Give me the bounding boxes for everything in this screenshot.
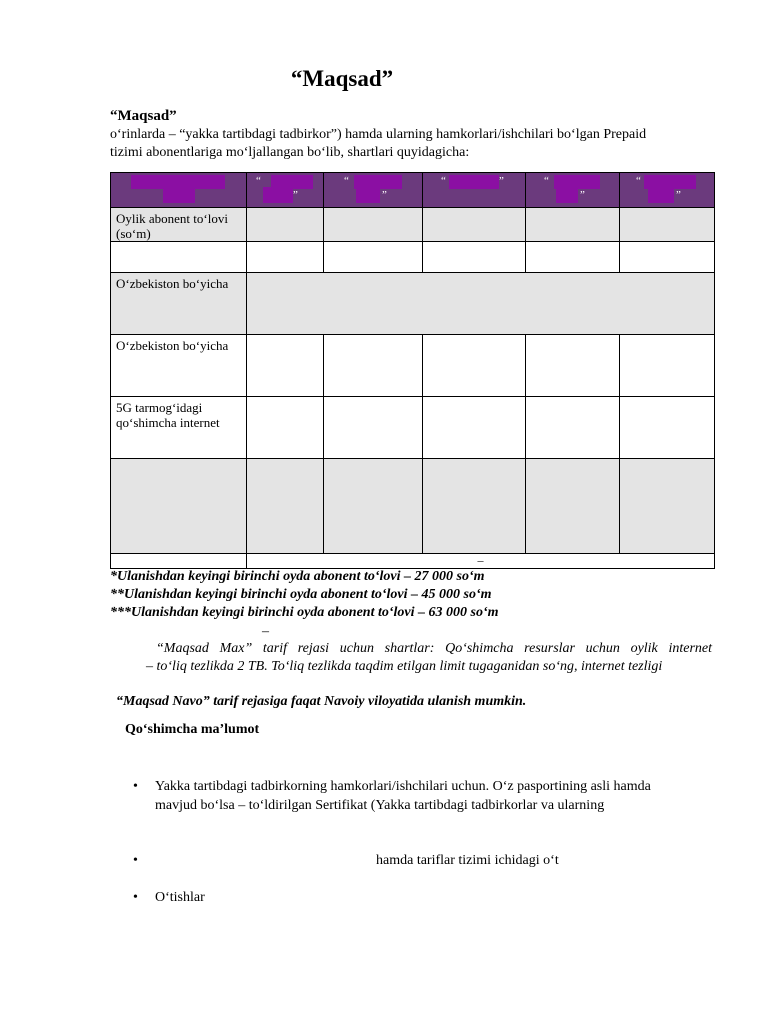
bullet-text <box>155 777 651 815</box>
table-row-last <box>111 554 715 569</box>
table-cell <box>526 459 620 554</box>
table-cell <box>526 335 620 397</box>
header-cell-tariff-1 <box>247 173 324 208</box>
open-quote: “ <box>256 175 261 187</box>
table-row-5g <box>111 397 715 459</box>
bullet-3-text: O‘tishlar <box>155 890 205 905</box>
navo-note: “Maqsad Navo” tarif rejasiga faqat Navoiy viloyatida ulanish mumkin. <box>116 694 527 709</box>
table-cell <box>526 208 620 242</box>
table-cell <box>324 208 423 242</box>
table-cell <box>247 208 324 242</box>
table-row-gray <box>111 459 715 554</box>
bullet-item <box>133 851 713 871</box>
subheading: “Maqsad” <box>110 108 177 124</box>
max-conditions-line-1: “Maqsad Max” tarif rejasi uchun shartlar: Qo‘shimcha resurslar uchun oylik internet <box>156 641 712 656</box>
row-label-text: O‘zbekiston bo‘yicha <box>116 276 229 291</box>
table-cell <box>423 335 526 397</box>
table-row-uzbekistan-1 <box>111 273 715 335</box>
header-cell-tariff-5 <box>620 173 715 208</box>
intro-line-1: o‘rinlarda – “yakka tartibdagi tadbirkor”) hamda ularning hamkorlari/ishchilari bo‘lgan Prepaid <box>110 127 647 142</box>
bullet-icon: • <box>133 890 138 905</box>
table-header-row <box>111 173 715 208</box>
table-cell <box>526 242 620 273</box>
footnote-2: **Ulanishdan keyingi birinchi oyda abonent to‘lovi – 45 000 so‘m <box>110 587 492 602</box>
row-label <box>111 273 247 335</box>
open-quote: “ <box>441 175 446 187</box>
open-quote: “ <box>344 175 349 187</box>
table-row-uzbekistan-2 <box>111 335 715 397</box>
table-cell <box>423 208 526 242</box>
close-quote: ” <box>293 189 298 201</box>
row-label <box>111 208 247 242</box>
close-quote: ” <box>382 189 387 201</box>
table-cell <box>247 459 324 554</box>
table-cell <box>111 459 247 554</box>
page-title: “Maqsad” <box>290 66 394 91</box>
max-conditions <box>146 640 712 676</box>
row-label <box>111 397 247 459</box>
table-cell <box>620 459 715 554</box>
intro-line-2: tizimi abonentlariga mo‘ljallangan bo‘lib, shartlari quyidagicha: <box>110 145 470 160</box>
open-quote: “ <box>544 175 549 187</box>
row-label <box>111 335 247 397</box>
footnote-3: ***Ulanishdan keyingi birinchi oyda abonent to‘lovi – 63 000 so‘m <box>110 605 499 620</box>
bullet-item <box>133 888 713 908</box>
redacted-block <box>449 175 499 189</box>
close-quote: ” <box>676 189 681 201</box>
header-cell-tariff-4 <box>526 173 620 208</box>
bullet-item <box>133 777 713 817</box>
bullet-2-text: hamda tariflar tizimi ichidagi o‘t <box>376 853 559 868</box>
redacted-block <box>163 187 195 203</box>
redacted-block <box>556 187 578 203</box>
row-label-text: Oylik abonent to‘lovi (so‘m) <box>116 211 228 241</box>
bullet-icon: • <box>133 779 138 794</box>
table-cell <box>324 335 423 397</box>
table-cell <box>423 397 526 459</box>
intro-paragraph <box>110 126 718 162</box>
table-cell <box>247 335 324 397</box>
header-cell-blank <box>111 173 247 208</box>
table-row-empty <box>111 242 715 273</box>
separator-dash: – <box>262 624 269 639</box>
footnote-1: *Ulanishdan keyingi birinchi oyda abonent to‘lovi – 27 000 so‘m <box>110 569 485 584</box>
table-cell <box>526 397 620 459</box>
table-cell-merged <box>247 273 715 335</box>
table-cell <box>324 459 423 554</box>
table-cell <box>620 242 715 273</box>
close-quote: ” <box>580 189 585 201</box>
close-quote: ” <box>499 175 504 187</box>
table-cell <box>423 459 526 554</box>
table-cell <box>247 242 324 273</box>
redacted-block <box>648 187 674 203</box>
row-label-text: 5G tarmog‘idagi qo‘shimcha internet <box>116 400 220 430</box>
open-quote: “ <box>636 175 641 187</box>
table-cell <box>620 335 715 397</box>
row-label-text: O‘zbekiston bo‘yicha <box>116 338 229 353</box>
redacted-block <box>263 187 293 203</box>
table-cell <box>111 554 247 569</box>
tariff-table <box>110 172 715 569</box>
header-cell-tariff-3 <box>423 173 526 208</box>
table-cell <box>247 397 324 459</box>
bullet-1-line-1: Yakka tartibdagi tadbirkorning hamkorlari/ishchilari uchun. O‘z pasportining asli hamda <box>155 779 651 794</box>
table-cell <box>620 208 715 242</box>
table-cell <box>620 397 715 459</box>
table-cell <box>423 242 526 273</box>
extra-info-heading: Qo‘shimcha ma’lumot <box>125 722 260 737</box>
redacted-block <box>356 187 380 203</box>
table-row-monthly-fee <box>111 208 715 242</box>
bullet-icon: • <box>133 853 138 868</box>
table-cell <box>324 242 423 273</box>
header-cell-tariff-2 <box>324 173 423 208</box>
table-cell-dash: – <box>247 554 715 569</box>
table-cell <box>324 397 423 459</box>
max-conditions-line-2: – to‘liq tezlikda 2 TB. To‘liq tezlikda taqdim etilgan limit tugaganidan so‘ng, internet tezligi <box>146 659 663 674</box>
bullet-1-line-2: mavjud bo‘lsa – to‘ldirilgan Sertifikat (Yakka tartibdagi tadbirkorlar va ularning <box>155 798 605 813</box>
table-cell <box>111 242 247 273</box>
